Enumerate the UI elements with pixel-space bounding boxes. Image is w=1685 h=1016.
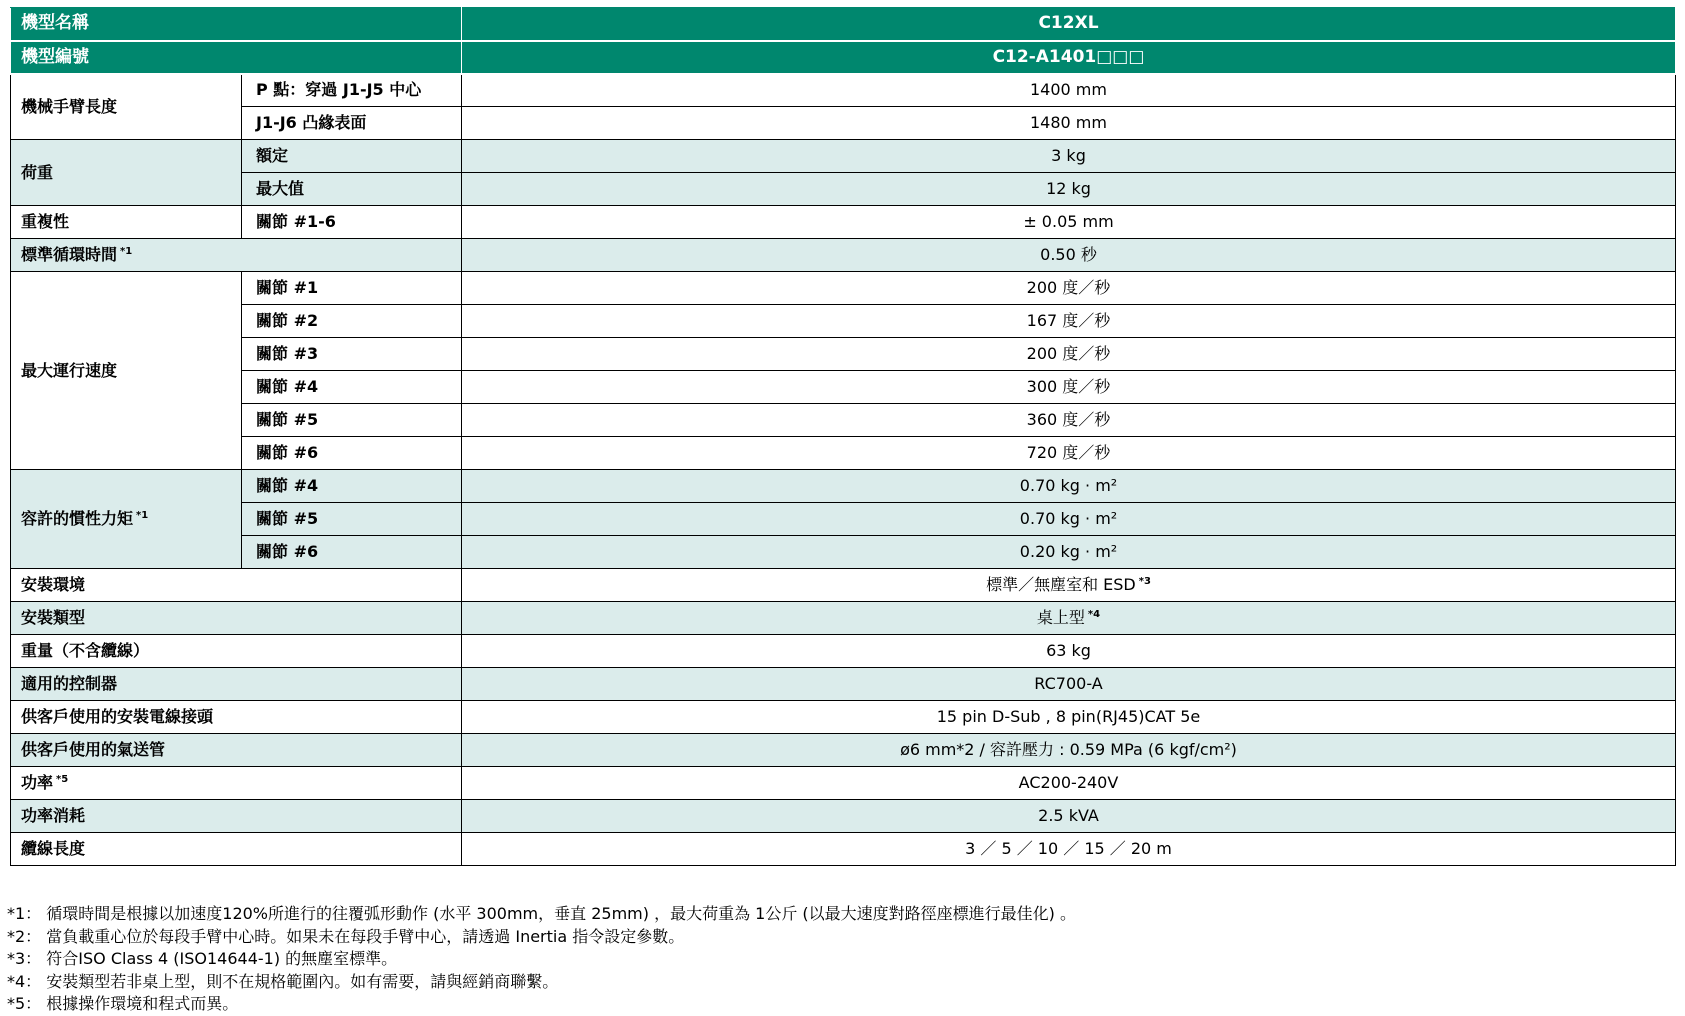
table-row: [11, 503, 1676, 536]
weight-label: 重量（不含纜線）: [11, 635, 462, 668]
table-row: [11, 107, 1676, 140]
footnote-mark: *4: [1087, 609, 1101, 620]
environment-value-cell: [462, 569, 1676, 602]
model-name-label: 機型名稱: [11, 8, 462, 41]
weight-value: 63 kg: [462, 635, 1676, 668]
payload-max-label: 最大值: [242, 173, 462, 206]
table-row: [11, 635, 1676, 668]
power-consumption-value: 2.5 kVA: [462, 800, 1676, 833]
mount-type-value-cell: [462, 602, 1676, 635]
table-row: [11, 8, 1676, 41]
speed-joint-label: 關節 #3: [242, 338, 462, 371]
table-row: [11, 239, 1676, 272]
inertia-label-cell: [11, 470, 242, 569]
inertia-label: 容許的慣性力矩: [21, 509, 134, 528]
payload-label: 荷重: [11, 140, 242, 206]
power-value: AC200-240V: [462, 767, 1676, 800]
repeatability-sub-label: 關節 #1-6: [242, 206, 462, 239]
inertia-joint-label: 關節 #6: [242, 536, 462, 569]
repeatability-value: ± 0.05 mm: [462, 206, 1676, 239]
inertia-joint-label: 關節 #4: [242, 470, 462, 503]
repeatability-label: 重複性: [11, 206, 242, 239]
speed-joint-label: 關節 #4: [242, 371, 462, 404]
table-row: [11, 437, 1676, 470]
flange-label: J1-J6 凸緣表面: [242, 107, 462, 140]
speed-joint-label: 關節 #6: [242, 437, 462, 470]
flange-value: 1480 mm: [462, 107, 1676, 140]
inertia-joint-label: 關節 #5: [242, 503, 462, 536]
user-wiring-value: 15 pin D-Sub , 8 pin(RJ45)CAT 5e: [462, 701, 1676, 734]
table-row: [11, 338, 1676, 371]
table-row: [11, 536, 1676, 569]
table-row: [11, 41, 1676, 74]
speed-joint-label: 關節 #5: [242, 404, 462, 437]
speed-joint-value: 200 度／秒: [462, 272, 1676, 305]
footnotes: [7, 903, 1677, 1016]
environment-label: 安裝環境: [11, 569, 462, 602]
table-row: [11, 767, 1676, 800]
table-row: [11, 569, 1676, 602]
power-label-cell: [11, 767, 462, 800]
speed-joint-value: 300 度／秒: [462, 371, 1676, 404]
max-speed-label: 最大運行速度: [11, 272, 242, 470]
user-piping-label: 供客戶使用的氣送管: [11, 734, 462, 767]
controller-label: 適用的控制器: [11, 668, 462, 701]
cycle-time-label-cell: [11, 239, 462, 272]
model-number-label: 機型編號: [11, 41, 462, 74]
spec-table: [10, 7, 1676, 866]
arm-length-label: 機械手臂長度: [11, 74, 242, 140]
table-row: [11, 404, 1676, 437]
user-wiring-label: 供客戶使用的安裝電線接頭: [11, 701, 462, 734]
footnote: *2： 當負載重心位於每段手臂中心時。如果未在每段手臂中心，請透過 Inertia 指令設定參數。: [7, 926, 685, 946]
inertia-joint-value: 0.20 kg · m²: [462, 536, 1676, 569]
footnote-mark: *1: [120, 246, 133, 257]
table-row: [11, 668, 1676, 701]
payload-rated-label: 額定: [242, 140, 462, 173]
table-row: [11, 272, 1676, 305]
model-name-value: C12XL: [462, 8, 1676, 41]
table-row: [11, 371, 1676, 404]
table-row: [11, 140, 1676, 173]
p-point-label: P 點：穿過 J1-J5 中心: [242, 74, 462, 107]
footnote-mark: *5: [56, 774, 69, 785]
footnote: *3： 符合ISO Class 4 (ISO14644-1) 的無塵室標準。: [7, 949, 398, 968]
speed-joint-value: 167 度／秒: [462, 305, 1676, 338]
model-number-value: C12-A1401□□□: [462, 41, 1676, 74]
footnote-mark: *3: [1138, 576, 1151, 587]
footnote: *4： 安裝類型若非桌上型，則不在規格範圍內。如有需要，請與經銷商聯繫。: [7, 971, 559, 991]
table-row: [11, 833, 1676, 866]
speed-joint-value: 200 度／秒: [462, 338, 1676, 371]
inertia-joint-value: 0.70 kg · m²: [462, 503, 1676, 536]
table-row: [11, 800, 1676, 833]
table-row: [11, 74, 1676, 107]
table-row: [11, 470, 1676, 503]
speed-joint-value: 360 度／秒: [462, 404, 1676, 437]
environment-value: 標準／無塵室和 ESD: [986, 575, 1136, 594]
mount-type-value: 桌上型: [1036, 608, 1085, 627]
footnote-mark: *1: [136, 510, 149, 521]
payload-max-value: 12 kg: [462, 173, 1676, 206]
mount-type-label: 安裝類型: [11, 602, 462, 635]
footnote: *1： 循環時間是根據以加速度120%所進行的往覆弧形動作 (水平 300mm，垂直 25mm) ，最大荷重為 1公斤 (以最大速度對路徑座標進行最佳化) 。: [7, 904, 1077, 923]
inertia-joint-value: 0.70 kg · m²: [462, 470, 1676, 503]
speed-joint-value: 720 度／秒: [462, 437, 1676, 470]
payload-rated-value: 3 kg: [462, 140, 1676, 173]
cycle-time-label: 標準循環時間: [21, 245, 118, 264]
table-row: [11, 173, 1676, 206]
controller-value: RC700-A: [462, 668, 1676, 701]
footnote: *5： 根據操作環境和程式而異。: [7, 994, 239, 1013]
cable-length-label: 纜線長度: [11, 833, 462, 866]
table-row: [11, 734, 1676, 767]
power-label: 功率: [21, 773, 54, 792]
speed-joint-label: 關節 #2: [242, 305, 462, 338]
power-consumption-label: 功率消耗: [11, 800, 462, 833]
cable-length-value: 3 ／ 5 ／ 10 ／ 15 ／ 20 m: [462, 833, 1676, 866]
p-point-value: 1400 mm: [462, 74, 1676, 107]
speed-joint-label: 關節 #1: [242, 272, 462, 305]
table-row: [11, 305, 1676, 338]
table-row: [11, 602, 1676, 635]
cycle-time-value: 0.50 秒: [462, 239, 1676, 272]
user-piping-value: ø6 mm*2 / 容許壓力 : 0.59 MPa (6 kgf/cm²): [462, 734, 1676, 767]
table-row: [11, 206, 1676, 239]
table-row: [11, 701, 1676, 734]
